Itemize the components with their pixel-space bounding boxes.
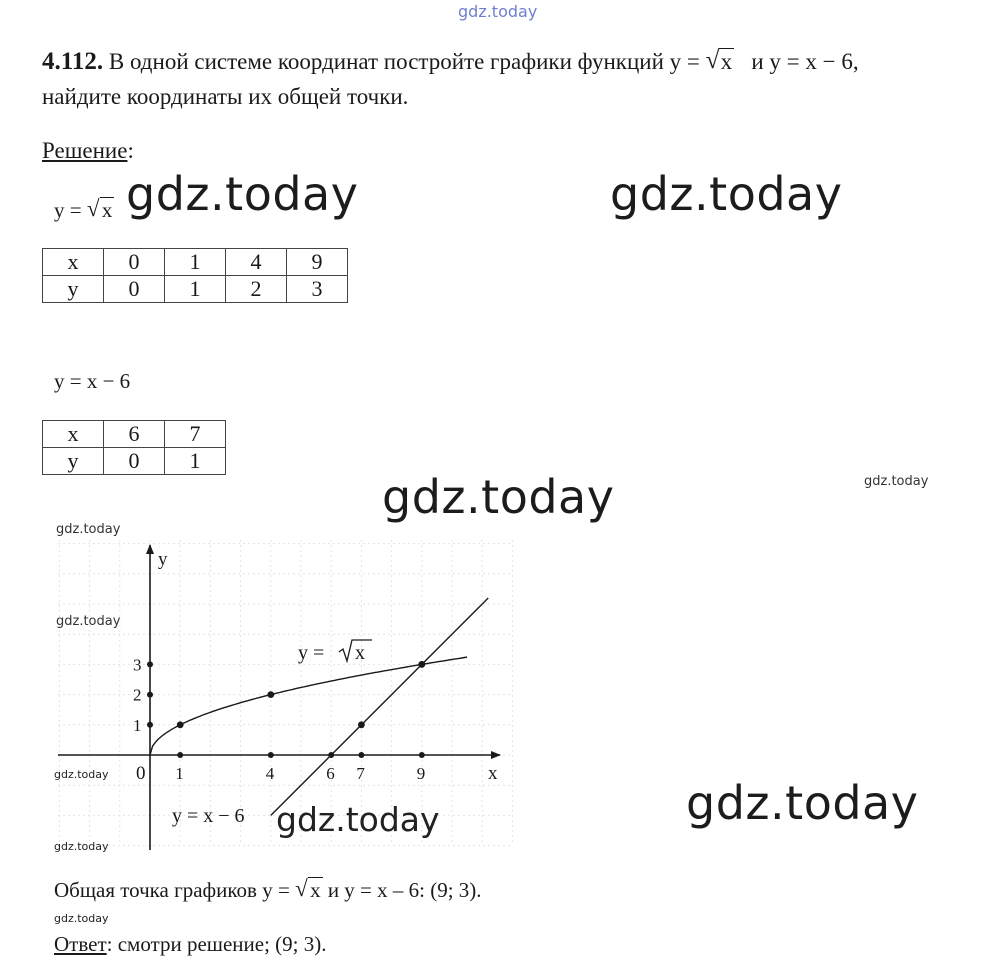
watermark-big-3: gdz.today [382,470,615,524]
conclusion-text: Общая точка графиков y = √ x и y = x – 6: (9; 3). [54,878,482,903]
table-cell: 9 [287,249,348,276]
table-cell: 4 [226,249,287,276]
table-cell: x [43,249,104,276]
answer-label: Ответ [54,932,107,956]
series-label-sqrt: y = [298,642,325,664]
x-tick-dot [358,752,364,758]
x-tick-label: 9 [416,764,426,783]
table-cell: 0 [104,249,165,276]
y-axis-label: y [158,549,168,570]
x-tick-dot [268,752,274,758]
watermark-graph-3: gdz.today [54,768,109,781]
table-cell: 0 [104,448,165,475]
series-line-linear [271,598,488,815]
y-tick-dot [147,722,153,728]
sqrt-sign-task: √ x [706,45,735,78]
function-1-label: y = √ x [54,198,114,223]
task-text-line2: найдите координаты их общей точки. [42,84,409,110]
table-cell: 3 [287,276,348,303]
table-cell: 6 [104,421,165,448]
y-tick-label: 3 [133,655,142,675]
series-label-sqrt-arg: x [355,642,365,664]
x-tick-label: 1 [175,764,184,783]
x-tick-dot [419,752,425,758]
solution-label: Решение: [42,138,134,163]
sqrt-sign-conclusion: √ x [295,878,323,903]
x-tick-dot [177,752,183,758]
watermark-big-1: gdz.today [126,167,359,221]
table-cell: 1 [165,249,226,276]
watermark-small-right: gdz.today [864,474,929,489]
watermark-big-5: gdz.today [276,800,440,839]
watermark-bottom: gdz.today [54,912,109,925]
table-cell: 1 [165,448,226,475]
series-label-linear: y = x − 6 [172,805,245,827]
y-tick-label: 2 [133,685,142,705]
table-cell: x [43,421,104,448]
table-cell: 0 [104,276,165,303]
x-tick-label: 6 [326,764,335,783]
task-text-2: и y = x − 6, [751,49,859,74]
table-cell: 1 [165,276,226,303]
origin-label: 0 [136,763,146,784]
sqrt-sign-func1: √ x [87,198,115,223]
y-tick-dot [147,692,153,698]
y-tick-label: 1 [133,715,142,735]
watermark-top: gdz.today [458,2,538,21]
table-cell: y [43,276,104,303]
series-line-sqrt [150,657,467,755]
table-cell: 7 [165,421,226,448]
x-tick-label: 7 [356,764,365,783]
data-point-sqrt [267,691,274,698]
watermark-big-4: gdz.today [686,776,919,830]
data-point-sqrt [177,721,184,728]
y-tick-dot [147,661,153,667]
task-text-1: В одной системе координат постройте графики функций y = [108,49,700,74]
watermark-graph-2: gdz.today [56,614,121,629]
x-tick-label: 4 [265,764,275,783]
data-point-linear [358,721,365,728]
watermark-graph-1: gdz.today [56,522,121,537]
watermark-graph-4: gdz.today [54,840,109,853]
answer-text: Ответ: смотри решение; (9; 3). [54,932,327,956]
data-point-linear [418,661,425,668]
watermark-big-2: gdz.today [610,167,843,221]
function-2-label: y = x − 6 [54,369,131,393]
x-tick-dot [328,752,334,758]
table-cell: y [43,448,104,475]
x-axis-label: x [488,763,498,784]
task-number: 4.112. [42,48,104,75]
table-cell: 2 [226,276,287,303]
